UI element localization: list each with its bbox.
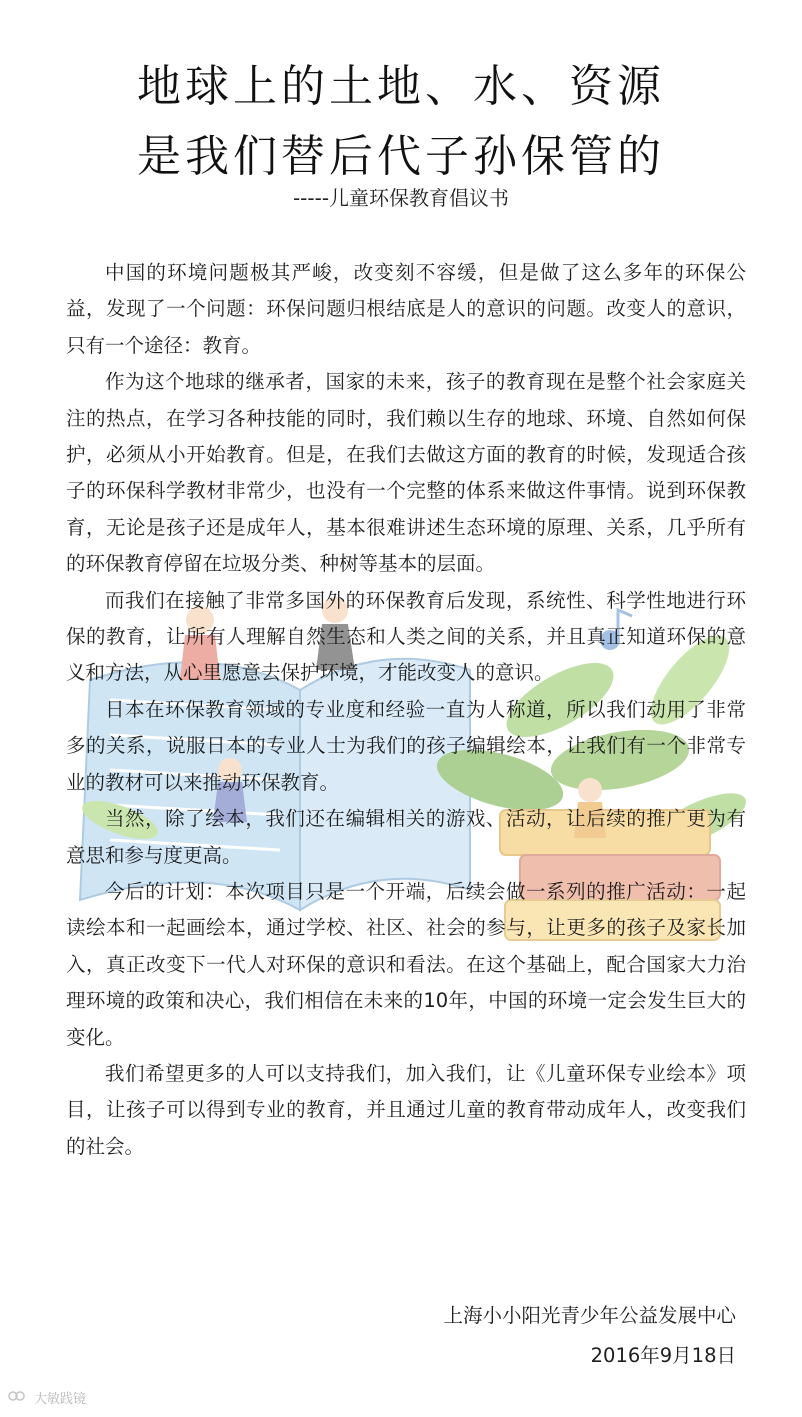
title-line-1: 地球上的土地、水、资源 xyxy=(137,61,665,112)
signature-date: 2016年9月18日 xyxy=(590,1344,736,1367)
signature-organization: 上海小小阳光青少年公益发展中心 xyxy=(443,1304,736,1327)
watermark xyxy=(8,1388,86,1407)
subtitle: -----儿童环保教育倡议书 xyxy=(292,186,510,210)
watermark-text: 大敏践镜 xyxy=(34,1392,87,1407)
paragraph: 中国的环境问题极其严峻，改变刻不容缓，但是做了这么多年的环保公益，发现了一个问题：环保问题归根结底是人的意识的问题。改变人的意识，只有一个途径：教育。 xyxy=(66,261,746,357)
watermark-logo-icon xyxy=(8,1389,30,1407)
paragraph: 我们希望更多的人可以支持我们，加入我们，让《儿童环保专业绘本》项目，让孩子可以得到专业的教育，并且通过儿童的教育带动成年人，改变我们的社会。 xyxy=(66,1061,746,1158)
paragraph: 日本在环保教育领域的专业度和经验一直为人称道，所以我们动用了非常多的关系，说服日本的专业人士为我们的孩子编辑绘本，让我们有一个非常专业的教材可以来推动环保教育。 xyxy=(66,697,746,794)
paragraph: 当然，除了绘本，我们还在编辑相关的游戏、活动，让后续的推广更为有意思和参与度更高。 xyxy=(66,807,746,867)
paragraph: 今后的计划：本次项目只是一个开端，后续会做一系列的推广活动：一起读绘本和一起画绘本，通过学校、社区、社会的参与，让更多的孩子及家长加入，真正改变下一代人对环保的意识和看法。在这个基础上，配合国家大力治理环境的政策和决心，我们相信在未来的10年，中国的环境一定会发生巨大的变化。 xyxy=(66,879,746,1049)
paragraph: 而我们在接触了非常多国外的环保教育后发现，系统性、科学性地进行环保的教育，让所有人理解自然生态和人类之间的关系，并且真正知道环保的意义和方法，从心里愿意去保护环境，才能改变人的意识。 xyxy=(66,588,746,685)
title-line-2: 是我们替后代子孙保管的 xyxy=(137,131,665,182)
paragraph: 作为这个地球的继承者，国家的未来，孩子的教育现在是整个社会家庭关注的热点，在学习各种技能的同时，我们赖以生存的地球、环境、自然如何保护，必须从小开始教育。但是，在我们去做这方面的教育的时候，发现适合孩子的环保科学教材非常少，也没有一个完整的体系来做这件事情。说到环保教育，无论是孩子还是成年人，基本很难讲述生态环境的原理、关系，几乎所有的环保教育停留在垃圾分类、种树等基本的层面。 xyxy=(66,370,746,576)
body-text xyxy=(66,255,746,1165)
